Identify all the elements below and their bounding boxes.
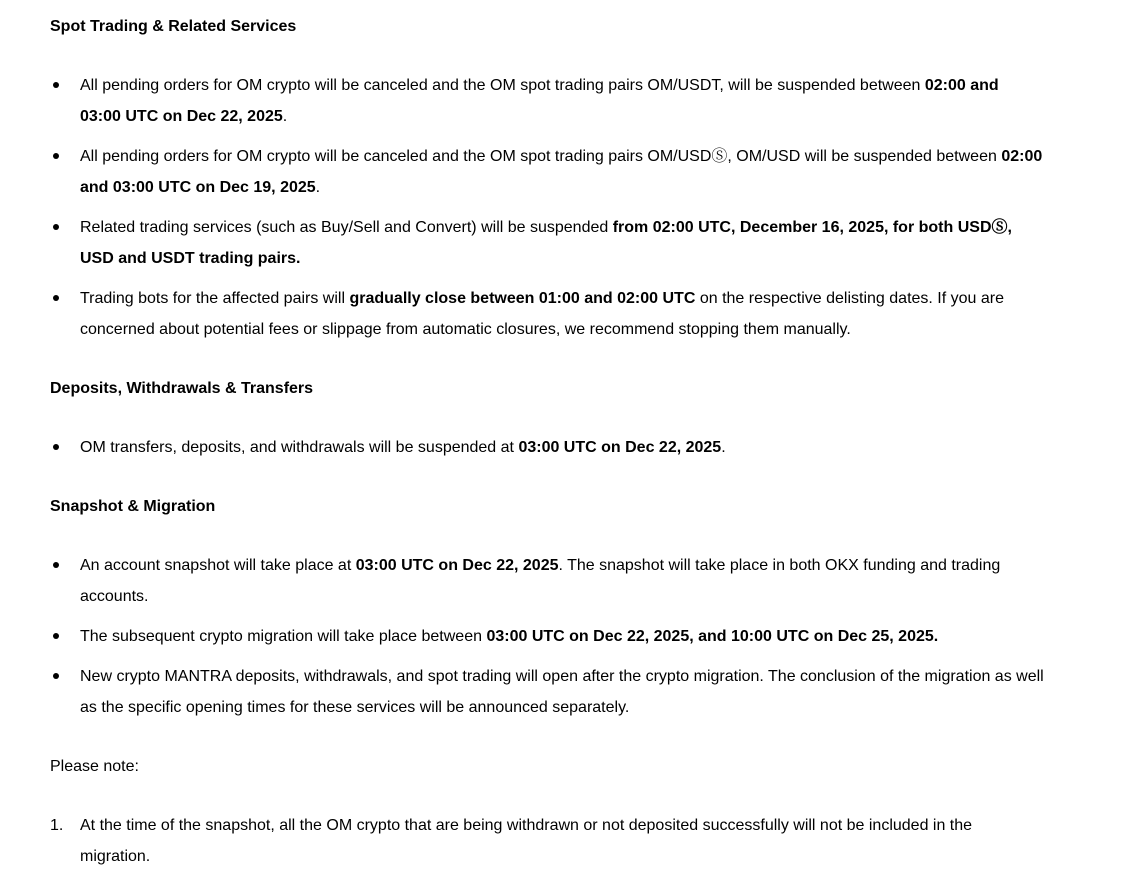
text-segment: An account snapshot will take place at — [80, 557, 356, 574]
list-item-number: 1. — [50, 817, 64, 834]
text-segment: on the respective delisting dates. If you are concerned about potential fees or slippage from automatic closures, we recommend stopping them manually. — [80, 290, 1004, 338]
bullet-list — [50, 70, 1044, 345]
list-item-text — [80, 148, 1042, 196]
list-item-text — [80, 628, 938, 645]
list-item-text — [80, 290, 1004, 338]
list-item — [50, 283, 1044, 345]
list-item-text — [80, 219, 1012, 267]
text-segment: All pending orders for OM crypto will be canceled and the OM spot trading pairs OM/USDⓈ, OM/USD will be suspended between — [80, 148, 1002, 165]
bullet-icon — [53, 82, 59, 88]
list-item — [50, 432, 1044, 463]
text-segment: . — [721, 439, 726, 456]
text-segment: OM transfers, deposits, and withdrawals will be suspended at — [80, 439, 519, 456]
list-item — [50, 70, 1044, 132]
section-heading: Snapshot & Migration — [50, 498, 216, 515]
text-segment: . — [315, 179, 321, 196]
bold-text-segment: 03:00 UTC on Dec 22, 2025 — [355, 557, 559, 574]
bold-text-segment: 02:00 and 03:00 UTC on Dec 22, 2025 — [80, 77, 999, 125]
text-segment: All pending orders for OM crypto will be canceled and the OM spot trading pairs OM/USDT, will be suspended between — [80, 77, 925, 94]
numbered-list — [50, 810, 1044, 872]
section-spot-trading — [50, 11, 1044, 345]
text-segment: . The snapshot will take place in both OKX funding and trading accounts. — [80, 557, 1001, 605]
bullet-icon — [53, 633, 59, 639]
note-label: Please note: — [50, 758, 139, 775]
bullet-list — [50, 432, 1044, 463]
bullet-list — [50, 550, 1044, 723]
bullet-icon — [53, 562, 59, 568]
bold-text-segment: 02:00 and 03:00 UTC on Dec 19, 2025 — [80, 148, 1043, 196]
list-item-text — [80, 668, 1044, 716]
section-heading: Deposits, Withdrawals & Transfers — [50, 380, 314, 397]
text-segment: At the time of the snapshot, all the OM crypto that are being withdrawn or not deposited successfully will not be included in the migration. — [80, 817, 973, 865]
section-deposits-withdrawals — [50, 373, 1044, 463]
list-item-text — [80, 557, 1000, 605]
list-item — [50, 212, 1044, 274]
bullet-icon — [53, 153, 59, 159]
numbered-item-text — [80, 817, 972, 865]
bullet-icon — [53, 295, 59, 301]
list-item — [50, 550, 1044, 612]
list-item — [50, 621, 1044, 652]
list-item-text — [80, 439, 726, 456]
bold-text-segment: 03:00 UTC on Dec 22, 2025, and 10:00 UTC on Dec 25, 2025. — [486, 628, 939, 645]
text-segment: . — [282, 108, 288, 125]
text-segment: The subsequent crypto migration will take place between — [80, 628, 487, 645]
bold-text-segment: 03:00 UTC on Dec 22, 2025 — [518, 439, 722, 456]
text-segment: Trading bots for the affected pairs will — [80, 290, 350, 307]
section-snapshot-migration — [50, 491, 1044, 723]
bold-text-segment: from 02:00 UTC, December 16, 2025, for both USDⓈ, USD and USDT trading pairs. — [80, 219, 1012, 267]
numbered-list-item — [50, 810, 1044, 872]
list-item — [50, 661, 1044, 723]
bullet-icon — [53, 673, 59, 679]
list-item — [50, 141, 1044, 203]
list-item-text — [80, 77, 999, 125]
section-heading: Spot Trading & Related Services — [50, 18, 297, 35]
text-segment: New crypto MANTRA deposits, withdrawals, and spot trading will open after the crypto migration. The conclusion of the migration as well as the specific opening times for these services will be announced separately. — [80, 668, 1044, 716]
text-segment: Related trading services (such as Buy/Sell and Convert) will be suspended — [80, 219, 613, 236]
bullet-icon — [53, 444, 59, 450]
bold-text-segment: gradually close between 01:00 and 02:00 UTC — [349, 290, 696, 307]
bullet-icon — [53, 224, 59, 230]
